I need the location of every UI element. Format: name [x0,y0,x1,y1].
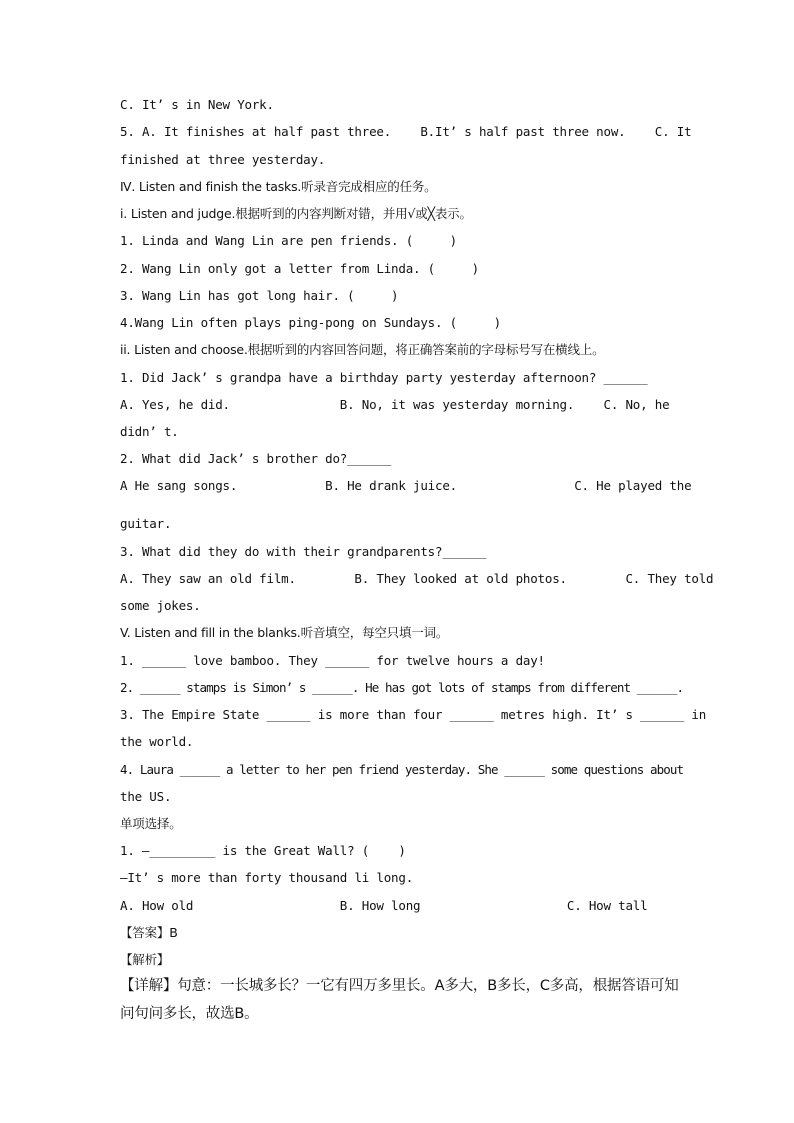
question-item: 4. Laura ______ a letter to her pen friend yesterday. She ______ some questions about [120,762,684,777]
text-line: 5. A. It finishes at half past three. B.It’ s half past three now. C. It [120,124,692,139]
question-item: 3. The Empire State ______ is more than four ______ metres high. It’ s ______ in [120,707,707,722]
answer-options: A He sang songs. B. He drank juice. C. He played the [120,478,692,493]
answer-options: A. They saw an old film. B. They looked at old photos. C. They told [120,571,714,586]
question-item: —It’ s more than forty thousand li long. [120,870,414,885]
question-item: 2. ______ stamps is Simon’ s ______. He has got lots of stamps from different ______. [120,680,684,695]
answer-options: some jokes. [120,598,201,613]
answer-options: A. Yes, he did. B. No, it was yesterday morning. C. No, he [120,397,670,412]
question-item: 1. ______ love bamboo. They ______ for twelve hours a day! [120,653,545,668]
answer-options: guitar. [120,516,172,531]
question-item: the world. [120,734,194,749]
question-item: 1. Linda and Wang Lin are pen friends. ( ) [120,233,457,248]
question-item: 1. —_________ is the Great Wall? ( ) [120,843,406,858]
answer-key: 【答案】B [120,925,178,940]
text-line: C. It’ s in New York. [120,97,274,112]
answer-options: A. How old B. How long C. How tall [120,898,648,913]
question-item: 3. Wang Lin has got long hair. ( ) [120,288,399,303]
question-item: the US. [120,789,172,804]
explanation-text: 问句问多长，故选B。 [120,1006,259,1022]
question-item: 2. What did Jack’ s brother do?______ [120,451,392,466]
question-item: 3. What did they do with their grandparents?______ [120,544,487,559]
subsection-heading: i. Listen and judge.根据听到的内容判断对错，并用√或╳表示。 [120,206,472,221]
analysis-heading: 【解析】 [120,952,170,967]
section-heading: V. Listen and fill in the blanks.听音填空，每空只填一词。 [120,625,449,640]
text-line: finished at three yesterday. [120,152,326,167]
question-item: 4.Wang Lin often plays ping-pong on Sundays. ( ) [120,315,501,330]
answer-options: didn’ t. [120,424,179,439]
question-item: 2. Wang Lin only got a letter from Linda. ( ) [120,261,479,276]
question-item: 1. Did Jack’ s grandpa have a birthday party yesterday afternoon? ______ [120,370,648,385]
section-heading: Ⅳ. Listen and finish the tasks.听录音完成相应的任务。 [120,179,437,194]
section-heading: 单项选择。 [120,816,182,831]
subsection-heading: ii. Listen and choose.根据听到的内容回答问题，将正确答案前的字母标号写在横线上。 [120,342,605,357]
explanation-text: 【详解】句意：一长城多长？一它有四万多里长。A多大，B多长，C多高，根据答语可知 [120,978,679,994]
